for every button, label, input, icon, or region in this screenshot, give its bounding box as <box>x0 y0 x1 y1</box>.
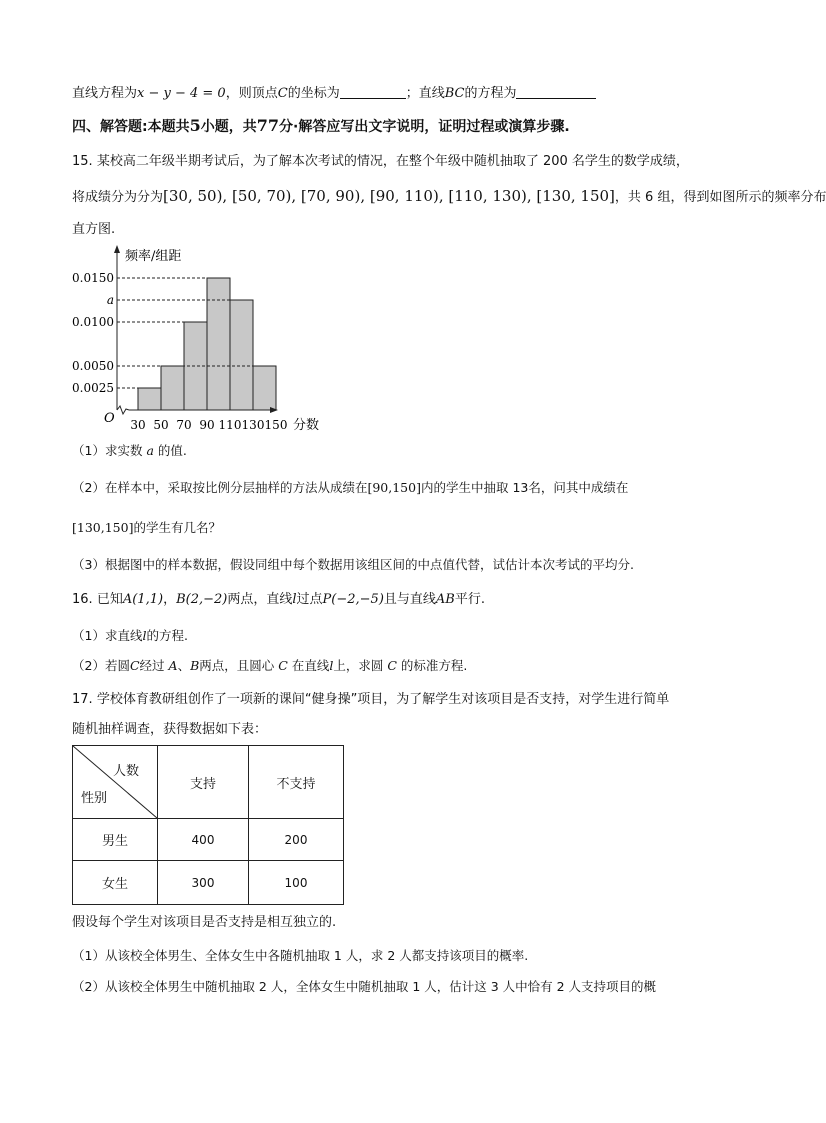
q16-text-f: 平行. <box>454 592 486 607</box>
q16-sub2-a: A <box>168 658 178 673</box>
x-tick-label: 150 <box>264 418 288 432</box>
intro-line <box>72 84 596 104</box>
diagonal-divider <box>73 746 157 818</box>
origin-label: O <box>104 411 115 426</box>
x-axis-label: 分数 <box>292 418 320 433</box>
cell-female-not-support: 100 <box>249 861 344 905</box>
x-tick-label: 70 <box>176 418 192 432</box>
axis-break <box>117 406 129 414</box>
y-tick-label: a <box>106 293 114 307</box>
question-count: 5 <box>189 116 201 135</box>
x-tick-label: 130 <box>241 418 265 432</box>
cell-male-support: 400 <box>158 819 249 861</box>
q15-line2 <box>72 186 826 208</box>
q15-sub1 <box>72 441 187 461</box>
table-row <box>73 861 344 905</box>
q15-sub2-line2-interval: [130,150] <box>72 520 134 535</box>
q15-line3 <box>72 220 115 240</box>
q17-text2: 随机抽样调查，获得数据如下表： <box>72 722 268 737</box>
y-tick-label: 0.0150 <box>72 271 114 285</box>
q16-sub2-b: B <box>190 658 200 673</box>
q15-sub2-text: 在样本中，采取按比例分层抽样的方法从成绩在 <box>104 480 368 495</box>
y-axis-arrow <box>114 245 120 253</box>
q15-text2-prefix: 将成绩分为分为 <box>72 190 164 205</box>
q15-sub2-num: （2） <box>72 480 105 495</box>
row-label-female: 女生 <box>73 861 158 905</box>
column-header-not-support: 不支持 <box>249 746 344 819</box>
q16-text-b: ， <box>163 592 177 607</box>
histogram-bar <box>230 300 253 410</box>
q16-point-p: P(−2,−5) <box>322 592 384 607</box>
q15-line1 <box>72 152 689 172</box>
histogram-bar <box>138 388 161 410</box>
q17-sub1-num: （1） <box>72 948 105 963</box>
q15-intervals: [30, 50), [50, 70), [70, 90), [90, 110), [110, 130), [130, 150] <box>163 187 615 205</box>
q16-sub2-text-a: 若圆 <box>104 658 130 673</box>
histogram-bar <box>253 366 276 410</box>
section-heading <box>72 116 570 137</box>
cell-male-not-support: 200 <box>249 819 344 861</box>
answer-blank-equation[interactable] <box>516 84 596 99</box>
q16-sub2-c3: C <box>387 658 397 673</box>
q16-sub1-var: l <box>142 628 147 643</box>
point-c: C <box>277 86 288 101</box>
q15-sub1-text: 求实数 <box>104 443 143 458</box>
q16-sub2-text-c: 、 <box>177 658 191 673</box>
intro-prefix: 直线方程为 <box>72 86 138 101</box>
line-equation: x − y − 4 = 0 <box>137 86 226 101</box>
x-tick-label: 30 <box>130 418 146 432</box>
row-label-male: 男生 <box>73 819 158 861</box>
corner-top-label: 人数 <box>112 764 139 779</box>
q16-sub2-num: （2） <box>72 658 105 673</box>
x-tick-label: 50 <box>153 418 169 432</box>
q15-text3: 直方图. <box>72 222 116 237</box>
x-tick-label: 110 <box>218 418 242 432</box>
q15-text2-suffix: ，共 6 组，得到如图所示的频率分布 <box>614 190 826 205</box>
frequency-histogram <box>60 244 360 434</box>
q16-sub2-text-g: 的标准方程. <box>400 658 468 673</box>
q16-point-a: A(1,1) <box>122 592 164 607</box>
x-tick-label: 90 <box>199 418 215 432</box>
answer-blank-coordinate[interactable] <box>340 84 406 99</box>
q16-sub2-l: l <box>329 658 334 673</box>
q17-line2 <box>72 720 267 740</box>
q17-sub2 <box>72 977 656 997</box>
corner-bottom-label: 性别 <box>81 791 108 806</box>
table-row <box>73 819 344 861</box>
q16-sub2-c2: C <box>278 658 288 673</box>
y-axis-label: 频率/组距 <box>125 249 182 264</box>
q15-sub1-tail: 的值. <box>157 443 187 458</box>
q15-sub3-num: （3） <box>72 557 105 572</box>
q15-sub2-line2 <box>72 518 221 538</box>
histogram-bar <box>161 366 184 410</box>
line-bc: BC <box>444 86 465 101</box>
q16-sub2-text-d: 两点，且圆心 <box>199 658 275 673</box>
section-heading-b: 小题，共 <box>200 119 257 135</box>
q16-line1 <box>72 590 485 610</box>
q15-sub1-num: （1） <box>72 443 105 458</box>
total-score: 77 <box>256 116 280 135</box>
q17-sub1 <box>72 946 528 966</box>
q17-line1 <box>72 690 669 710</box>
section-heading-a: 四、解答题:本题共 <box>72 119 190 135</box>
q17-after-table: 假设每个学生对该项目是否支持是相互独立的. <box>72 915 337 930</box>
q16-number: 16. <box>72 592 93 607</box>
intro-tail: 的方程为 <box>464 86 517 101</box>
q16-sub1-num: （1） <box>72 628 105 643</box>
q16-text-a: 已知 <box>96 592 123 607</box>
q15-number: 15. <box>72 154 93 169</box>
q16-sub2-c: C <box>129 658 140 673</box>
table-header-row <box>73 746 344 819</box>
intro-mid: ，则顶点 <box>225 86 278 101</box>
q16-text-d: 过点 <box>296 592 323 607</box>
q15-text1: 某校高二年级半期考试后，为了解本次考试的情况，在整个年级中随机抽取了 200 名学生的数学成绩， <box>96 154 689 169</box>
q17-number: 17. <box>72 692 93 707</box>
y-tick-label: 0.0025 <box>72 381 114 395</box>
q17-sub2-num: （2） <box>72 979 105 994</box>
q17-assumption <box>72 913 336 933</box>
q16-sub1-tail: 的方程. <box>146 628 188 643</box>
q16-sub2-text-f: 上，求圆 <box>333 658 384 673</box>
q16-sub2-text-e: 在直线 <box>291 658 330 673</box>
q17-sub2-text: 从该校全体男生中随机抽取 2 人，全体女生中随机抽取 1 人，估计这 3 人中恰有 2 人支持项目的概 <box>104 979 657 994</box>
cell-female-support: 300 <box>158 861 249 905</box>
q17-text1: 学校体育教研组创作了一项新的课间“健身操”项目，为了解学生对该项目是否支持，对学生进行简单 <box>96 692 670 707</box>
q16-line-l: l <box>292 592 297 607</box>
histogram-bar <box>207 278 230 410</box>
q16-line-ab: AB <box>435 592 455 607</box>
q17-sub1-text: 从该校全体男生、全体女生中各随机抽取 1 人，求 2 人都支持该项目的概率. <box>104 948 529 963</box>
y-tick-label: 0.0050 <box>72 359 114 373</box>
q16-text-c: 两点，直线 <box>227 592 293 607</box>
q16-point-b: B(2,−2) <box>176 592 228 607</box>
q16-text-e: 且与直线 <box>383 592 436 607</box>
q15-sub3 <box>72 555 634 575</box>
y-tick-label: 0.0100 <box>72 315 114 329</box>
column-header-support: 支持 <box>158 746 249 819</box>
q16-sub2 <box>72 656 467 676</box>
table-corner-cell <box>73 746 158 819</box>
intro-coord-text: 的坐标为 <box>287 86 340 101</box>
q15-sub2-tail: 内的学生中抽取 13名，问其中成绩在 <box>420 480 629 495</box>
q15-sub2-line2-tail: 的学生有几名？ <box>133 520 221 535</box>
intro-sep: ；直线 <box>405 86 445 101</box>
q15-sub1-var: a <box>146 443 154 458</box>
survey-table <box>72 745 344 905</box>
q16-sub2-text-b: 经过 <box>139 658 165 673</box>
q16-sub1-text: 求直线 <box>104 628 143 643</box>
q15-sub3-text: 根据图中的样本数据，假设同组中每个数据用该组区间的中点值代替，试估计本次考试的平均分. <box>104 557 634 572</box>
q15-sub2 <box>72 478 628 498</box>
q15-sub2-interval: [90,150] <box>367 480 421 495</box>
section-heading-c: 分·解答应写出文字说明，证明过程或演算步骤. <box>279 119 570 135</box>
q16-sub1 <box>72 626 188 646</box>
